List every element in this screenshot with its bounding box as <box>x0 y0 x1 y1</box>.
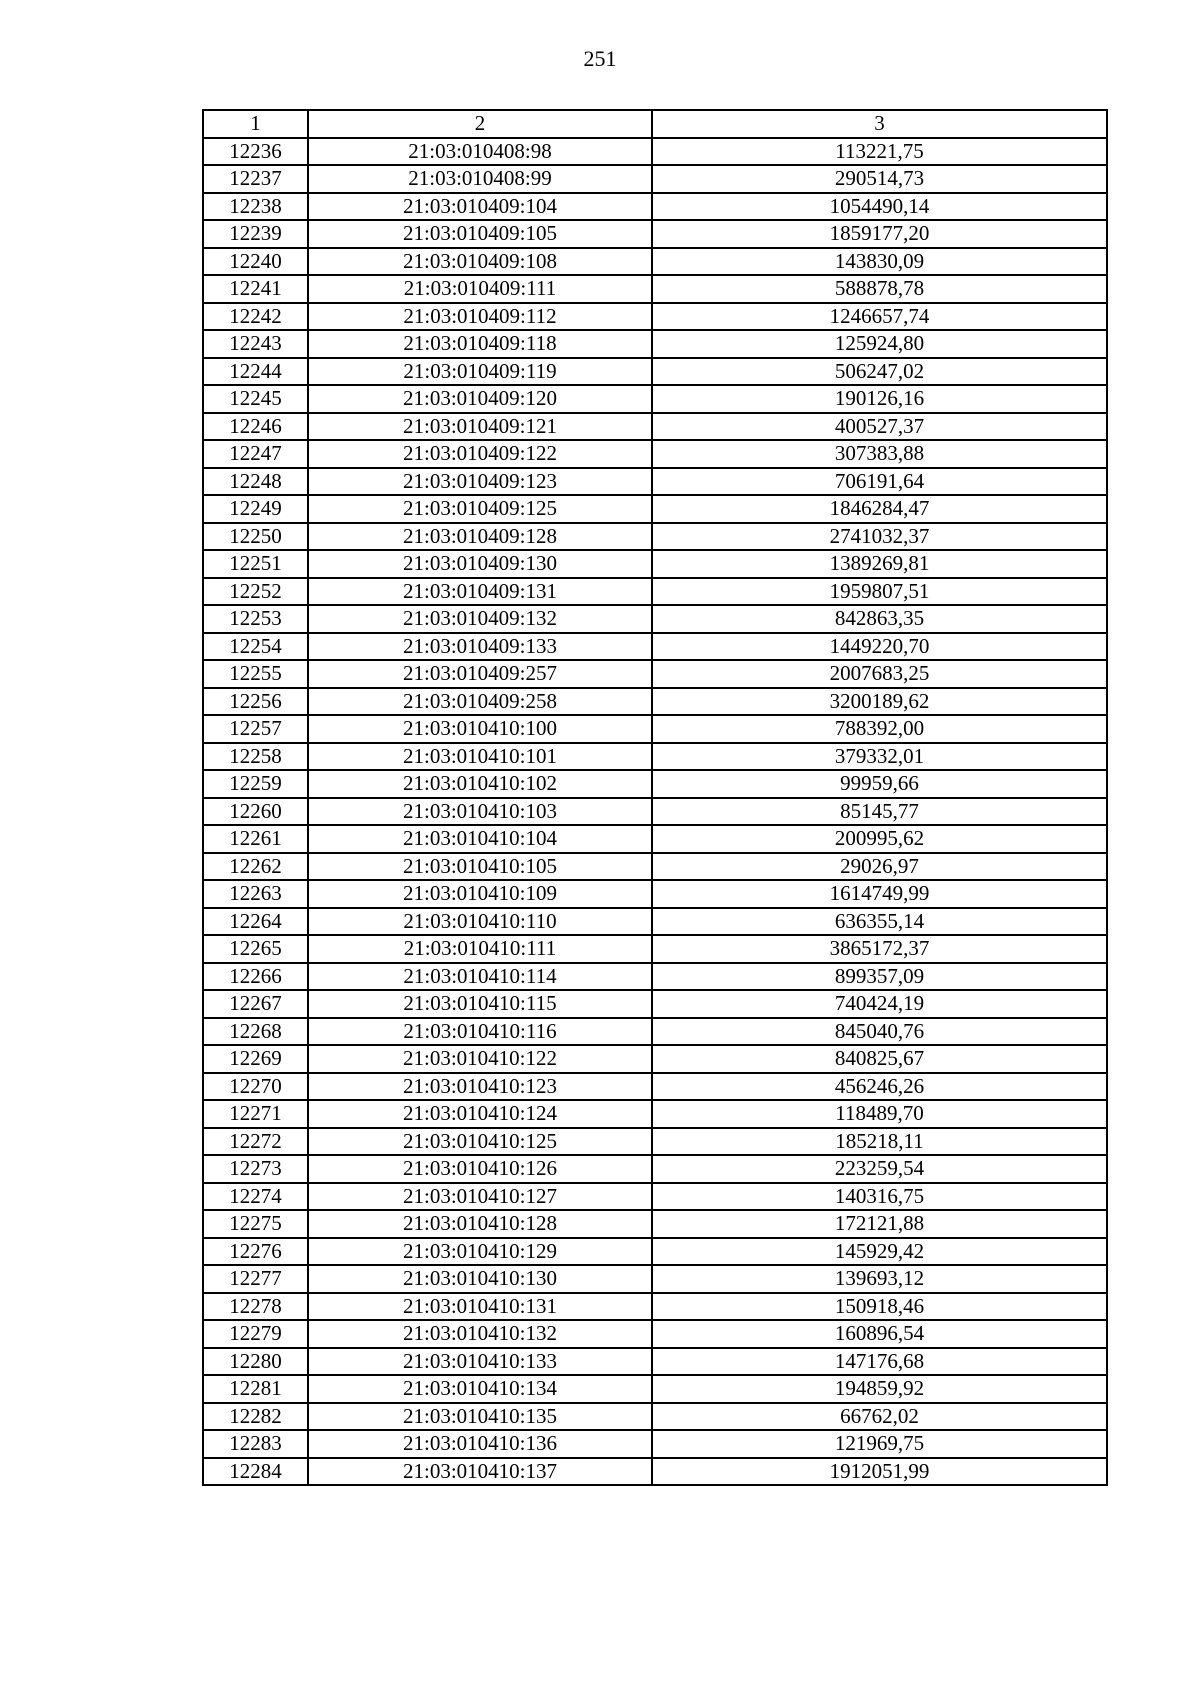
table-row <box>203 1320 1107 1348</box>
table-row <box>203 1348 1107 1376</box>
table-row <box>203 1128 1107 1156</box>
value-cell: 66762,02 <box>652 1403 1107 1431</box>
cadastral-number-cell: 21:03:010410:100 <box>308 715 652 743</box>
row-number-cell: 12280 <box>203 1348 308 1376</box>
row-number-cell: 12255 <box>203 660 308 688</box>
value-cell: 636355,14 <box>652 908 1107 936</box>
row-number-cell: 12261 <box>203 825 308 853</box>
table-row <box>203 1073 1107 1101</box>
table-row <box>203 1210 1107 1238</box>
page-number: 251 <box>583 46 617 71</box>
table-row <box>203 1403 1107 1431</box>
value-cell: 99959,66 <box>652 770 1107 798</box>
cadastral-number-cell: 21:03:010410:125 <box>308 1128 652 1156</box>
cadastral-number-cell: 21:03:010410:122 <box>308 1045 652 1073</box>
row-number-cell: 12259 <box>203 770 308 798</box>
row-number-cell: 12269 <box>203 1045 308 1073</box>
cadastral-number-cell: 21:03:010409:130 <box>308 550 652 578</box>
cadastral-number-cell: 21:03:010410:101 <box>308 743 652 771</box>
table-row <box>203 605 1107 633</box>
table-header <box>203 110 1107 138</box>
row-number-cell: 12264 <box>203 908 308 936</box>
table-row <box>203 303 1107 331</box>
table-row <box>203 1155 1107 1183</box>
row-number-cell: 12242 <box>203 303 308 331</box>
table-row <box>203 1045 1107 1073</box>
table-row <box>203 1018 1107 1046</box>
cadastral-number-cell: 21:03:010410:136 <box>308 1430 652 1458</box>
value-cell: 588878,78 <box>652 275 1107 303</box>
cadastral-number-cell: 21:03:010410:111 <box>308 935 652 963</box>
row-number-cell: 12236 <box>203 138 308 166</box>
row-number-cell: 12274 <box>203 1183 308 1211</box>
table-row <box>203 990 1107 1018</box>
table-row <box>203 440 1107 468</box>
value-cell: 194859,92 <box>652 1375 1107 1403</box>
table-row <box>203 660 1107 688</box>
column-header-3: 3 <box>652 110 1107 138</box>
value-cell: 2741032,37 <box>652 523 1107 551</box>
value-cell: 29026,97 <box>652 853 1107 881</box>
value-cell: 143830,09 <box>652 248 1107 276</box>
value-cell: 3865172,37 <box>652 935 1107 963</box>
table-row <box>203 220 1107 248</box>
row-number-cell: 12262 <box>203 853 308 881</box>
row-number-cell: 12250 <box>203 523 308 551</box>
cadastral-number-cell: 21:03:010410:137 <box>308 1458 652 1486</box>
value-cell: 899357,09 <box>652 963 1107 991</box>
row-number-cell: 12273 <box>203 1155 308 1183</box>
cadastral-number-cell: 21:03:010410:126 <box>308 1155 652 1183</box>
value-cell: 845040,76 <box>652 1018 1107 1046</box>
cadastral-number-cell: 21:03:010410:103 <box>308 798 652 826</box>
table-row <box>203 193 1107 221</box>
cadastral-number-cell: 21:03:010410:133 <box>308 1348 652 1376</box>
table-row <box>203 495 1107 523</box>
value-cell: 190126,16 <box>652 385 1107 413</box>
cadastral-number-cell: 21:03:010409:131 <box>308 578 652 606</box>
row-number-cell: 12263 <box>203 880 308 908</box>
cadastral-number-cell: 21:03:010410:129 <box>308 1238 652 1266</box>
value-cell: 85145,77 <box>652 798 1107 826</box>
value-cell: 3200189,62 <box>652 688 1107 716</box>
table-row <box>203 330 1107 358</box>
value-cell: 1614749,99 <box>652 880 1107 908</box>
row-number-cell: 12247 <box>203 440 308 468</box>
row-number-cell: 12265 <box>203 935 308 963</box>
cadastral-number-cell: 21:03:010409:104 <box>308 193 652 221</box>
table-row <box>203 1238 1107 1266</box>
row-number-cell: 12249 <box>203 495 308 523</box>
cadastral-number-cell: 21:03:010409:112 <box>308 303 652 331</box>
cadastral-number-cell: 21:03:010410:128 <box>308 1210 652 1238</box>
table-row <box>203 1183 1107 1211</box>
row-number-cell: 12239 <box>203 220 308 248</box>
value-cell: 140316,75 <box>652 1183 1107 1211</box>
cadastral-number-cell: 21:03:010409:258 <box>308 688 652 716</box>
table-row <box>203 275 1107 303</box>
row-number-cell: 12237 <box>203 165 308 193</box>
row-number-cell: 12241 <box>203 275 308 303</box>
value-cell: 1054490,14 <box>652 193 1107 221</box>
cadastral-number-cell: 21:03:010408:98 <box>308 138 652 166</box>
cadastral-number-cell: 21:03:010410:132 <box>308 1320 652 1348</box>
row-number-cell: 12246 <box>203 413 308 441</box>
row-number-cell: 12244 <box>203 358 308 386</box>
value-cell: 200995,62 <box>652 825 1107 853</box>
cadastral-number-cell: 21:03:010409:123 <box>308 468 652 496</box>
table-row <box>203 385 1107 413</box>
table-row <box>203 908 1107 936</box>
value-cell: 1246657,74 <box>652 303 1107 331</box>
table-row <box>203 550 1107 578</box>
table-body <box>203 138 1107 1486</box>
value-cell: 145929,42 <box>652 1238 1107 1266</box>
value-cell: 223259,54 <box>652 1155 1107 1183</box>
table-row <box>203 853 1107 881</box>
value-cell: 139693,12 <box>652 1265 1107 1293</box>
row-number-cell: 12252 <box>203 578 308 606</box>
value-cell: 118489,70 <box>652 1100 1107 1128</box>
table-row <box>203 743 1107 771</box>
value-cell: 290514,73 <box>652 165 1107 193</box>
value-cell: 506247,02 <box>652 358 1107 386</box>
cadastral-value-table <box>202 109 1108 1486</box>
cadastral-number-cell: 21:03:010410:110 <box>308 908 652 936</box>
row-number-cell: 12281 <box>203 1375 308 1403</box>
cadastral-number-cell: 21:03:010410:130 <box>308 1265 652 1293</box>
table-row <box>203 715 1107 743</box>
cadastral-number-cell: 21:03:010409:119 <box>308 358 652 386</box>
column-header-2: 2 <box>308 110 652 138</box>
row-number-cell: 12260 <box>203 798 308 826</box>
row-number-cell: 12251 <box>203 550 308 578</box>
table-row <box>203 165 1107 193</box>
row-number-cell: 12257 <box>203 715 308 743</box>
table-row <box>203 358 1107 386</box>
table-row <box>203 825 1107 853</box>
value-cell: 307383,88 <box>652 440 1107 468</box>
row-number-cell: 12284 <box>203 1458 308 1486</box>
table-row <box>203 770 1107 798</box>
row-number-cell: 12248 <box>203 468 308 496</box>
row-number-cell: 12258 <box>203 743 308 771</box>
value-cell: 456246,26 <box>652 1073 1107 1101</box>
row-number-cell: 12256 <box>203 688 308 716</box>
table-row <box>203 1375 1107 1403</box>
row-number-cell: 12271 <box>203 1100 308 1128</box>
cadastral-number-cell: 21:03:010410:127 <box>308 1183 652 1211</box>
cadastral-number-cell: 21:03:010410:124 <box>308 1100 652 1128</box>
column-header-1: 1 <box>203 110 308 138</box>
row-number-cell: 12254 <box>203 633 308 661</box>
row-number-cell: 12275 <box>203 1210 308 1238</box>
row-number-cell: 12268 <box>203 1018 308 1046</box>
value-cell: 1389269,81 <box>652 550 1107 578</box>
table-row <box>203 413 1107 441</box>
row-number-cell: 12238 <box>203 193 308 221</box>
row-number-cell: 12266 <box>203 963 308 991</box>
table-row <box>203 1293 1107 1321</box>
cadastral-number-cell: 21:03:010409:132 <box>308 605 652 633</box>
row-number-cell: 12278 <box>203 1293 308 1321</box>
cadastral-number-cell: 21:03:010410:131 <box>308 1293 652 1321</box>
table-row <box>203 468 1107 496</box>
table-row <box>203 798 1107 826</box>
table-row <box>203 633 1107 661</box>
value-cell: 147176,68 <box>652 1348 1107 1376</box>
cadastral-number-cell: 21:03:010410:114 <box>308 963 652 991</box>
value-cell: 379332,01 <box>652 743 1107 771</box>
cadastral-number-cell: 21:03:010410:102 <box>308 770 652 798</box>
value-cell: 788392,00 <box>652 715 1107 743</box>
value-cell: 842863,35 <box>652 605 1107 633</box>
row-number-cell: 12240 <box>203 248 308 276</box>
cadastral-number-cell: 21:03:010410:123 <box>308 1073 652 1101</box>
cadastral-number-cell: 21:03:010409:128 <box>308 523 652 551</box>
row-number-cell: 12283 <box>203 1430 308 1458</box>
header-row <box>203 110 1107 138</box>
row-number-cell: 12243 <box>203 330 308 358</box>
value-cell: 840825,67 <box>652 1045 1107 1073</box>
cadastral-number-cell: 21:03:010409:118 <box>308 330 652 358</box>
table-row <box>203 1265 1107 1293</box>
value-cell: 185218,11 <box>652 1128 1107 1156</box>
value-cell: 400527,37 <box>652 413 1107 441</box>
table-row <box>203 138 1107 166</box>
table-row <box>203 523 1107 551</box>
value-cell: 172121,88 <box>652 1210 1107 1238</box>
value-cell: 740424,19 <box>652 990 1107 1018</box>
table-row <box>203 1458 1107 1486</box>
value-cell: 125924,80 <box>652 330 1107 358</box>
table-row <box>203 578 1107 606</box>
table-row <box>203 963 1107 991</box>
row-number-cell: 12276 <box>203 1238 308 1266</box>
table-row <box>203 248 1107 276</box>
cadastral-number-cell: 21:03:010409:121 <box>308 413 652 441</box>
cadastral-number-cell: 21:03:010410:105 <box>308 853 652 881</box>
cadastral-number-cell: 21:03:010409:122 <box>308 440 652 468</box>
cadastral-number-cell: 21:03:010409:120 <box>308 385 652 413</box>
table-row <box>203 1430 1107 1458</box>
cadastral-number-cell: 21:03:010409:133 <box>308 633 652 661</box>
value-cell: 2007683,25 <box>652 660 1107 688</box>
cadastral-number-cell: 21:03:010410:116 <box>308 1018 652 1046</box>
table-row <box>203 880 1107 908</box>
cadastral-number-cell: 21:03:010409:257 <box>308 660 652 688</box>
value-cell: 1449220,70 <box>652 633 1107 661</box>
cadastral-number-cell: 21:03:010408:99 <box>308 165 652 193</box>
cadastral-number-cell: 21:03:010410:115 <box>308 990 652 1018</box>
cadastral-number-cell: 21:03:010410:135 <box>308 1403 652 1431</box>
cadastral-number-cell: 21:03:010409:125 <box>308 495 652 523</box>
value-cell: 121969,75 <box>652 1430 1107 1458</box>
cadastral-number-cell: 21:03:010409:105 <box>308 220 652 248</box>
cadastral-number-cell: 21:03:010409:111 <box>308 275 652 303</box>
value-cell: 1846284,47 <box>652 495 1107 523</box>
value-cell: 1959807,51 <box>652 578 1107 606</box>
value-cell: 1912051,99 <box>652 1458 1107 1486</box>
value-cell: 160896,54 <box>652 1320 1107 1348</box>
value-cell: 150918,46 <box>652 1293 1107 1321</box>
row-number-cell: 12282 <box>203 1403 308 1431</box>
table-row <box>203 688 1107 716</box>
value-cell: 113221,75 <box>652 138 1107 166</box>
table-row <box>203 935 1107 963</box>
value-cell: 1859177,20 <box>652 220 1107 248</box>
table-row <box>203 1100 1107 1128</box>
row-number-cell: 12253 <box>203 605 308 633</box>
row-number-cell: 12245 <box>203 385 308 413</box>
row-number-cell: 12272 <box>203 1128 308 1156</box>
value-cell: 706191,64 <box>652 468 1107 496</box>
row-number-cell: 12277 <box>203 1265 308 1293</box>
cadastral-number-cell: 21:03:010410:134 <box>308 1375 652 1403</box>
row-number-cell: 12279 <box>203 1320 308 1348</box>
cadastral-number-cell: 21:03:010410:109 <box>308 880 652 908</box>
row-number-cell: 12267 <box>203 990 308 1018</box>
row-number-cell: 12270 <box>203 1073 308 1101</box>
cadastral-number-cell: 21:03:010409:108 <box>308 248 652 276</box>
cadastral-number-cell: 21:03:010410:104 <box>308 825 652 853</box>
